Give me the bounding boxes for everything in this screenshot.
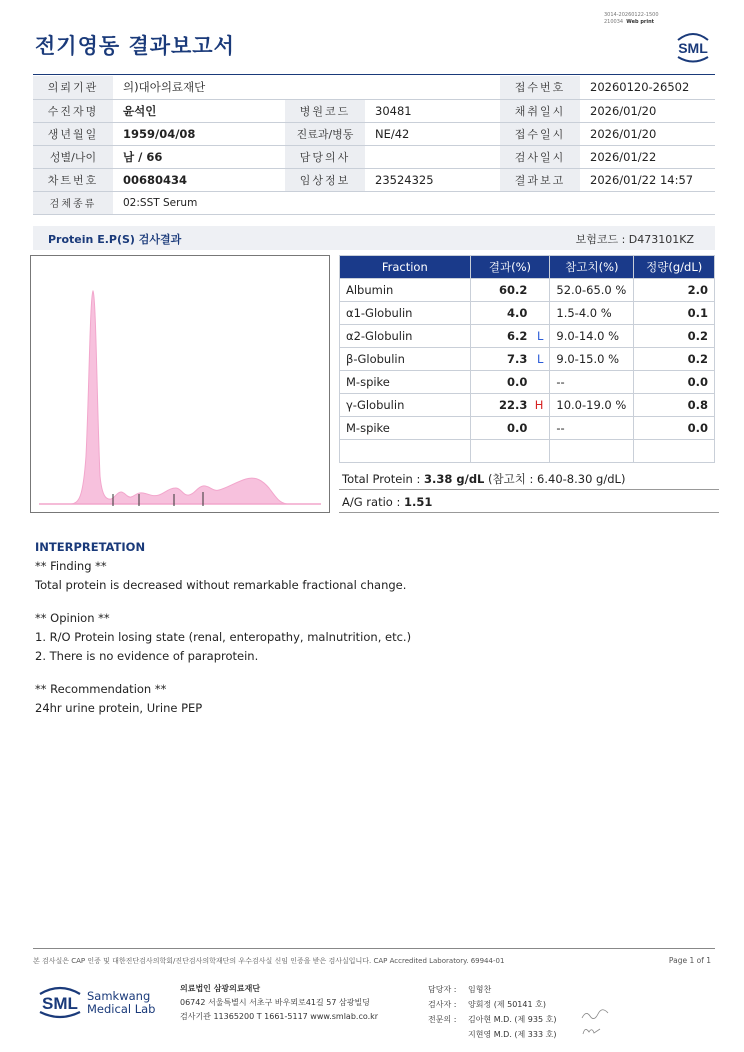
info-row (33, 145, 715, 168)
report-title: 전기영동 결과보고서 (35, 34, 235, 58)
table-row (340, 302, 715, 325)
value-reported: 2026/01/22 14:57 (580, 168, 715, 191)
label-requester: 의뢰기관 (33, 76, 113, 99)
fraction-amount: 0.2 (634, 348, 715, 371)
fraction-result: 4.0 (507, 306, 528, 320)
table-row (340, 371, 715, 394)
value-requester: 의)대아의료재단 (113, 76, 285, 99)
label-receipt-no: 접수번호 (500, 76, 580, 99)
fraction-amount: 0.1 (634, 302, 715, 325)
fraction-amount: 0.0 (634, 371, 715, 394)
fraction-reference: 1.5-4.0 % (550, 302, 634, 325)
print-info (604, 12, 659, 26)
label-birth-date: 생년월일 (33, 122, 113, 145)
fraction-amount: 0.2 (634, 325, 715, 348)
interpretation-heading: INTERPRETATION (35, 540, 146, 554)
info-row (33, 168, 715, 191)
staff-info (428, 982, 556, 1042)
staff-row (428, 982, 556, 997)
company-name-line1: Samkwang (87, 989, 151, 1003)
opinion-item-1: 1. R/O Protein losing state (renal, enteropathy, malnutrition, etc.) (35, 630, 412, 644)
ag-ratio (339, 491, 719, 513)
table-row (340, 348, 715, 371)
label-hospital-code: 병원코드 (285, 99, 365, 122)
finding-heading: ** Finding ** (35, 559, 107, 573)
staff-row (428, 1012, 556, 1027)
fraction-name: M-spike (340, 417, 471, 440)
info-top-border (33, 74, 715, 75)
value-clinical-info: 23524325 (365, 168, 500, 191)
fraction-name: α1-Globulin (340, 302, 471, 325)
fraction-table (339, 255, 715, 463)
fraction-result: 0.0 (507, 421, 528, 435)
staff-role: 전문의 : (428, 1015, 457, 1024)
header-reference: 참고치(%) (550, 256, 634, 279)
org-address: 06742 서울특별시 서초구 바우뫼로41길 57 삼광빌딩 (180, 998, 370, 1007)
ag-ratio-value: 1.51 (404, 495, 433, 509)
value-doctor (365, 145, 500, 168)
fraction-name: α2-Globulin (340, 325, 471, 348)
fraction-result: 60.2 (499, 283, 528, 297)
value-receipt-no: 20260120-26502 (580, 76, 715, 99)
interpretation-section (35, 538, 411, 718)
staff-role: 담당자 : (428, 985, 457, 994)
org-contact: 검사기관 11365200 T 1661-5117 www.smlab.co.kr (180, 1012, 379, 1021)
fraction-flag-high: H (534, 398, 544, 412)
total-protein-reference: (참고치 : 6.40-8.30 g/dL) (484, 472, 626, 486)
info-row (33, 191, 715, 214)
fraction-reference: 9.0-15.0 % (550, 348, 634, 371)
label-patient-name: 수진자명 (33, 99, 113, 122)
fraction-reference: -- (550, 417, 634, 440)
footer-logo-text: SML (42, 994, 78, 1013)
label-received: 접수일시 (500, 122, 580, 145)
recommendation-heading: ** Recommendation ** (35, 682, 167, 696)
electrophoresis-graph (30, 255, 330, 513)
table-row (340, 325, 715, 348)
table-row-empty (340, 440, 715, 463)
signature-icon (580, 1023, 604, 1037)
fraction-result: 22.3 (499, 398, 528, 412)
fraction-flag-low: L (536, 329, 544, 343)
fraction-amount: 0.8 (634, 394, 715, 417)
label-reported: 결과보고 (500, 168, 580, 191)
value-tested: 2026/01/22 (580, 145, 715, 168)
label-department: 진료과/병동 (285, 122, 365, 145)
label-specimen: 검체종류 (33, 191, 113, 214)
staff-name: 임형찬 (468, 985, 492, 994)
label-tested: 검사일시 (500, 145, 580, 168)
fraction-amount: 0.0 (634, 417, 715, 440)
fraction-reference: 9.0-14.0 % (550, 325, 634, 348)
info-row (33, 99, 715, 122)
fraction-result: 7.3 (507, 352, 528, 366)
signature-icon (580, 1008, 610, 1022)
print-sub: 210034 (604, 19, 624, 25)
ag-ratio-prefix: A/G ratio : (342, 495, 405, 509)
table-row (340, 394, 715, 417)
fraction-name: M-spike (340, 371, 471, 394)
table-row (340, 279, 715, 302)
staff-role: 검사자 : (428, 1000, 457, 1009)
value-patient-name: 윤석인 (113, 99, 285, 122)
value-sex-age: 남 / 66 (113, 145, 285, 168)
insurance-code: 보험코드 : D473101KZ (575, 233, 694, 246)
total-protein-prefix: Total Protein : (342, 472, 425, 486)
organization-info (180, 982, 378, 1024)
fraction-name: γ-Globulin (340, 394, 471, 417)
print-label: Web print (626, 19, 655, 25)
value-collected: 2026/01/20 (580, 99, 715, 122)
fraction-result: 0.0 (507, 375, 528, 389)
finding-text: Total protein is decreased without remarkable fractional change. (35, 578, 407, 592)
org-name: 의료법인 삼광의료재단 (180, 984, 261, 993)
company-name (87, 990, 155, 1016)
value-birth-date: 1959/04/08 (113, 122, 285, 145)
label-chart-no: 차트번호 (33, 168, 113, 191)
total-protein-value: 3.38 g/dL (424, 472, 485, 486)
fraction-reference: -- (550, 371, 634, 394)
staff-name: 양회정 (제 50141 호) (468, 1000, 546, 1009)
value-specimen: 02:SST Serum (113, 191, 715, 214)
staff-row (428, 1027, 556, 1042)
opinion-item-2: 2. There is no evidence of paraprotein. (35, 649, 259, 663)
staff-name: 김아현 M.D. (제 935 호) (468, 1015, 557, 1024)
sml-logo-icon (672, 26, 714, 66)
value-department: NE/42 (365, 122, 500, 145)
staff-row (428, 997, 556, 1012)
accreditation-note: 본 검사실은 CAP 인증 및 대한진단검사의학회/진단검사의학재단의 우수검사실 신임 인증을 받은 검사실입니다. CAP Accredited Laboratory. 69944-01 (33, 957, 505, 965)
fraction-name: β-Globulin (340, 348, 471, 371)
patient-info-table (33, 76, 715, 215)
fraction-header-row (340, 256, 715, 279)
print-code: 3014-20260122-1500 (604, 12, 659, 18)
value-received: 2026/01/20 (580, 122, 715, 145)
label-sex-age: 성별/나이 (33, 145, 113, 168)
section-title: Protein E.P(S) 검사결과 (48, 233, 182, 246)
staff-name: 지현영 M.D. (제 333 호) (468, 1030, 557, 1039)
fraction-flag-low: L (536, 352, 544, 366)
info-row (33, 76, 715, 99)
protein-curve (39, 291, 321, 504)
fraction-amount: 2.0 (634, 279, 715, 302)
label-collected: 채취일시 (500, 99, 580, 122)
header-result: 결과(%) (470, 256, 550, 279)
logo-text: SML (678, 40, 708, 56)
label-clinical-info: 임상정보 (285, 168, 365, 191)
recommendation-text: 24hr urine protein, Urine PEP (35, 701, 203, 715)
table-row (340, 417, 715, 440)
total-protein (339, 468, 719, 490)
page-number: Page 1 of 1 (668, 956, 711, 965)
value-chart-no: 00680434 (113, 168, 285, 191)
value-hospital-code: 30481 (365, 99, 500, 122)
sml-footer-logo-icon (35, 982, 85, 1022)
header-amount: 정량(g/dL) (634, 256, 715, 279)
footer-divider (33, 948, 715, 949)
info-row (33, 122, 715, 145)
fraction-reference: 10.0-19.0 % (550, 394, 634, 417)
header-fraction: Fraction (340, 256, 471, 279)
fraction-name: Albumin (340, 279, 471, 302)
label-doctor: 담당의사 (285, 145, 365, 168)
company-name-line2: Medical Lab (87, 1002, 156, 1016)
fraction-reference: 52.0-65.0 % (550, 279, 634, 302)
electrophoresis-curve (31, 256, 329, 512)
opinion-heading: ** Opinion ** (35, 611, 110, 625)
fraction-result: 6.2 (507, 329, 528, 343)
